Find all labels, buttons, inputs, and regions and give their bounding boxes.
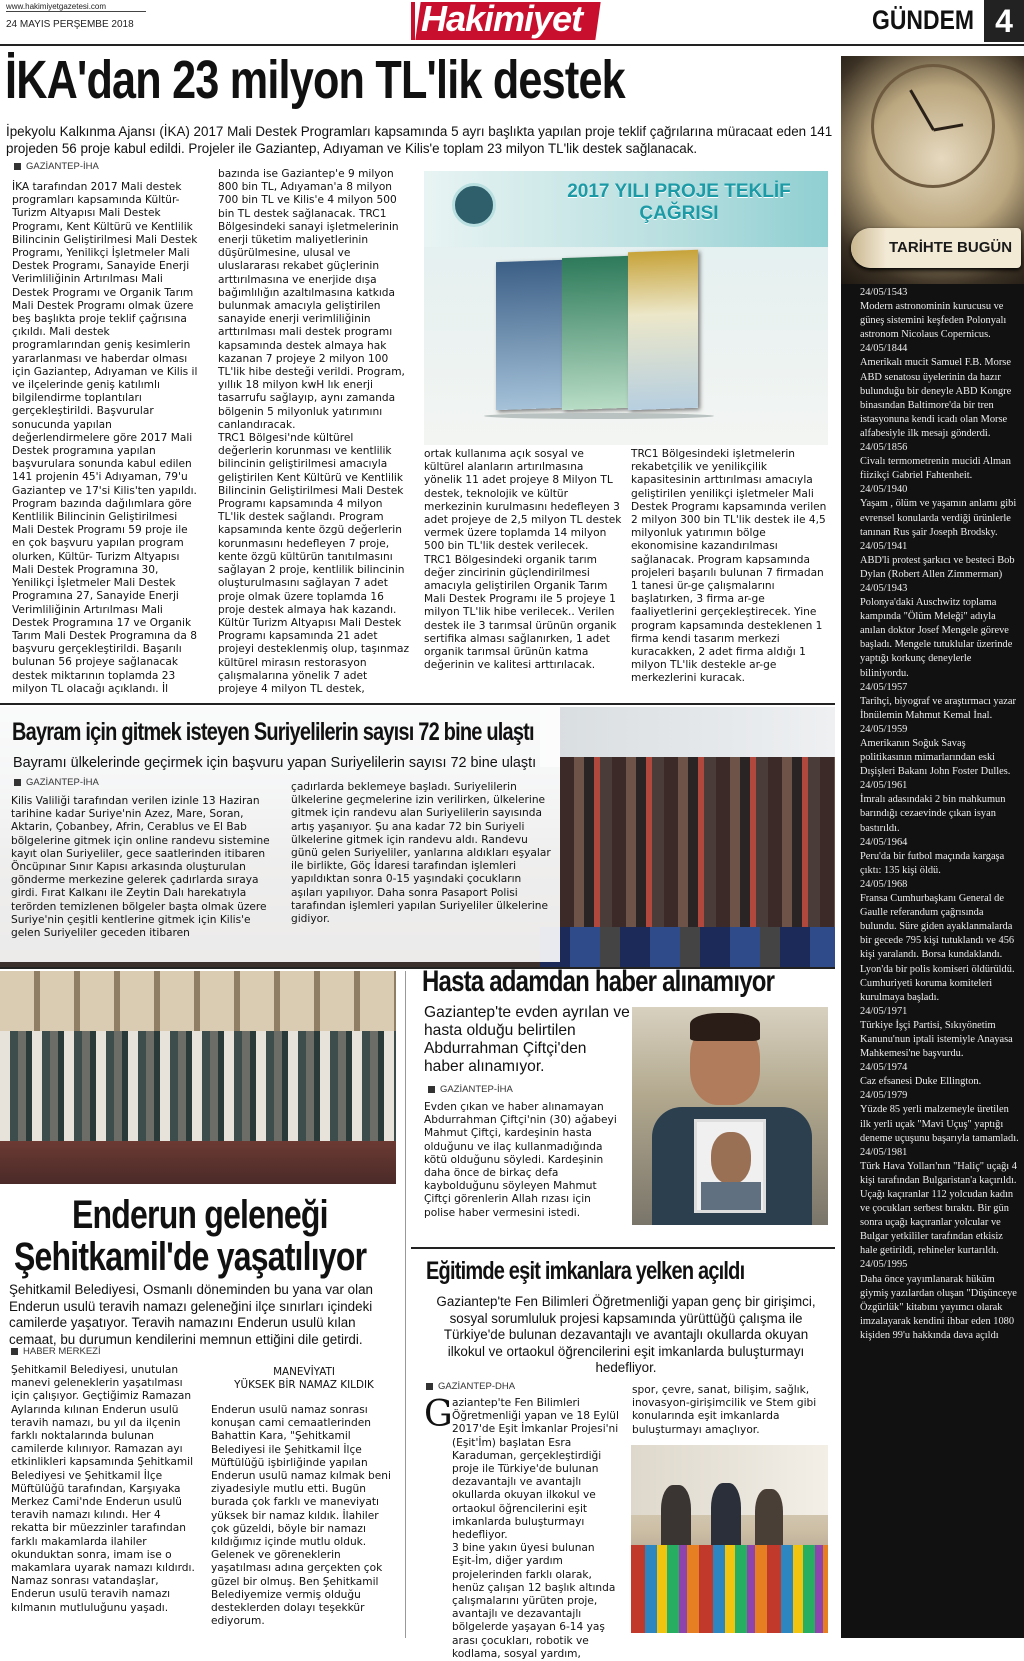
article5-lead: Gaziantep'te Fen Bilimleri Öğretmenliği yapan genç bir girişimci, sosyal sorumluluk projesi kapsamında yürüttüğü çalışma ile Türkiye'de bulunan dezavantajlı ve avantajlı okullarda okuyan ilkokul ve ortaokul öğrencilerini eşit imkanlarda buluşturmayı hedefliyor. bbox=[436, 1294, 816, 1376]
history-entry-text: Amerikanın Soğuk Savaş politikasının mimarlarından eski Dışişleri Bakanı John Foster Dulles. bbox=[860, 738, 1011, 778]
article1-lead: İpekyolu Kalkınma Ajansı (İKA) 2017 Mali Destek Programları kapsamında 5 ayrı başlıkta yapılan proje teklif çağrılarına müracaat eden 141 projeden 56 proje kabul edildi. Projeler ile Gaziantep, Adıyaman ve Kilis'e toplam 23 milyon TL'lik destek sağlanacak. bbox=[6, 124, 833, 156]
article1-bottom-rule bbox=[0, 703, 835, 705]
article2-source-label: GAZİANTEP-İHA bbox=[26, 777, 99, 788]
history-entry-date: 24/05/1959 bbox=[860, 723, 908, 735]
history-entry-text: Türk Hava Yolları'nın "Haliç" uçağı 4 kişi tarafından Bulgaristan'a kaçırıldı. Uçağı kaçıranlar 112 yolcudan kadın ve çocukları serbest bıraktı. Bir gün sonra uçağı kaçıranlar yolcular ve Bulgar yetkililer tarafından etkisiz hale getirildi, rehineler kurtarıldı. bbox=[860, 1160, 1017, 1257]
article5-col1 bbox=[424, 1394, 619, 1660]
article3-col1 bbox=[11, 1364, 201, 1634]
article2-col1-text: Kilis Valiliği tarafından verilen izinle 13 Haziran tarihine kadar Suriye'nin Azez, Mare, Soran, Aktarin, Çobanbey, Afrin, Cerablus ve El Bab bölgelerine gitmek için online randevu sistemine kayıt olan Suriyeliler, gece saatlerinden itibaren Öncüpınar Sınır Kapısı arkasında oluşturulan gönderme merkezine gelerek çadırlarda sıraya girdi. Fırat Kalkanı ile Zeytin Dalı harekatıyla terörden temizlenen bölgeler başta olmak üzere Suriye'nin çeşitli kentlerine gitmek için Kilis'e gelen Suriyeliler geceden itibaren bbox=[11, 795, 270, 940]
history-entry-date: 24/05/1940 bbox=[860, 484, 908, 496]
booklet-blue bbox=[496, 260, 562, 410]
article3-source bbox=[11, 1346, 101, 1357]
article3-subhead-line1: MANEVİYATI bbox=[273, 1366, 335, 1378]
article5-col2-text: spor, çevre, sanat, bilişim, sağlık, inovasyon-girişimcilik ve Stem gibi konularında eşit imkanlarda buluşturmayı amaçlıyor. bbox=[632, 1384, 817, 1436]
masthead-underline bbox=[6, 11, 146, 12]
article4-headline: Hasta adamdan haber alınamıyor bbox=[422, 965, 775, 998]
newspaper-logo bbox=[411, 0, 599, 42]
history-entry-date: 24/05/1961 bbox=[860, 780, 908, 792]
history-entry-date: 24/05/1974 bbox=[860, 1062, 908, 1074]
article1-col3-text: ortak kullanıma açık sosyal ve kültürel alanların artırılmasına yönelik 11 adet projeye 8 Milyon TL destek, teknolojik ve kültür merkezinin kurulmasını hedefleyen 3 adet projeye de 2,5 milyon TL destek vermek üzere toplamda 14 milyon 500 bin TL'lik destek verilecek. TRC1 Bölgesindeki organik tarım değer zincirinin güçlendirilmesi amacıyla geliştirilen Organik Tarım Mali Destek Programı ile 5 projeye 1 milyon TL'lik hibe verilecek.. Verilen destek ile 3 tarımsal ürünün organik sertifika alması sağlanırken, 1 adet organik tarımsal ürünün katma değerinin ve kalitesi arttırılacak. bbox=[424, 448, 622, 672]
article4-body bbox=[424, 1101, 624, 1231]
article2-col1 bbox=[11, 795, 281, 955]
history-entry-text: ABD'li protest şarkıcı ve besteci Bob Dylan (Robert Allen Zimmerman) bbox=[860, 554, 1015, 580]
article2-source bbox=[14, 777, 99, 788]
article5-source bbox=[426, 1381, 515, 1392]
history-entry-text: Amerikalı mucit Samuel F.B. Morse ABD senatosu üyelerinin da hazır bulunduğu bir deneyle ABD Kongre binasından Baltimore'da bir tren istasyonuna kendi icadı olan Morse alfabesiyle ilk mesajı gönderdi. bbox=[860, 357, 1012, 439]
history-entry-date: 24/05/1979 bbox=[860, 1090, 908, 1102]
history-entry-text: İmralı adasındaki 2 bin mahkumun barındığı cezaevinde çıkan isyan bastırıldı. bbox=[860, 794, 1006, 834]
logo-text: Hakimiyet bbox=[421, 0, 583, 39]
article1-col2-text: bazında ise Gaziantep'e 9 milyon 800 bin TL, Adıyaman'a 8 milyon 700 bin TL ve Kilis'e 4 milyon 500 bin TL destek sağlanacak. TRC1 Bölgesindeki sanayi işletmelerinin enerji tüketim maliyetlerinin düşürülmesine, ulusal ve uluslararası rekabet güçlerinin arttırılmasına ve enerjide dışa bağımlılığın azaltılmasına katkıda bulunmak amacıyla geliştirilen sanayide enerji verimliliğinin arttırılması mali destek programı kapsamında destek almaya hak kazanan 7 projeye 2 milyon 100 TL'lik hibe desteği verildi. Program, yıllık 18 milyon kwH lık enerji tasarrufu sağlayıp, aynı zamanda bölgenin 5 milyonluk yatırımını canlandıracak. TRC1 Bölgesi'nde kültürel değerlerin korunması ve kentlilik bilincinin geliştirilmesi amacıyla geliştirilen Kent Kültürü ve Kentlilik Bilincinin Geliştirilmesi Mali Destek Programı kapsamında 4 milyon TL'lik destek sağlandı. Program kapsamında kente özgü değerlerin korunmasını hedefleyen 7 proje, kente özgü kültürün tanıtılmasını sağlayan 2 proje, kentlilik bilincinin oluşturulmasını sağlayan 7 adet proje olmak üzere toplamda 16 proje destek almaya hak kazandı. Kültür Turizm Altyapısı Mali Destek Programı kapsamında 21 adet projeyi desteklenmiş olup, taşınmaz kültürel mirasın restorasyon çalışmalarına yönelik 7 adet projeye 4 milyon TL destek, bbox=[218, 168, 410, 695]
history-entry-text: Fransa Cumhurbaşkanı General de Gaulle referandum çağrısında bulundu. Süre giden ayaklanmalarda bir gecede 795 kişi tutuklandı ve 456 kişi yaralandı. Borsa kundaklandı. Lyon'da bir polis komiseri öldürüldü. Cumhuriyeti koruma komiteleri kurulmaya başladı. bbox=[860, 893, 1015, 1003]
masthead-rule bbox=[0, 44, 1024, 46]
history-entry-date: 24/05/1995 bbox=[860, 1259, 908, 1271]
article2-col2-text: çadırlarda beklemeye başladı. Suriyelilerin ülkelerine geçmelerine izin verilirken, ülkelerine gitmek için randevu alan Suriyelilerin sayısında artış yaşanıyor. Şu ana kadar 72 bin Suriyeli ülkelerine gitmek için randevu aldı. Randevu günü gelen Suriyeliler, yanlarına aldıkları eşyalar ile birlikte, Göç İdaresi tarafından işlemleri yapıldıktan sonra 0-15 yaşındaki çocukların aşıları yapılıyor. Daha sonra Pasaport Polisi tarafından işlemleri yapılan Suriyeliler ülkelerine gidiyor. bbox=[291, 781, 551, 926]
poster-title: 2017 YILI PROJE TEKLİF ÇAĞRISI bbox=[567, 181, 791, 224]
history-entry-text: Tarihçi, biyograf ve araştırmacı yazar İbnülemin Mahmut Kemal İnal. bbox=[860, 695, 1016, 721]
article3-col1-text: Şehitkamil Belediyesi, unutulan manevi geleneklerin yaşatılması için çalışıyor. Geçtiğimiz Ramazan Aylarında kılınan Enderun usulü teravih namazı, bu yıl da ilçenin farklı noktalarında bulunan camilerde kılınıyor. Ramazan ayı etkinlikleri kapsamında Şehitkamil Belediyesi ve Şehitkamil İlçe Müftülüğü tarafından, Karşıyaka Merkez Cami'nde Enderun usulü teravih namazı kılındı. Her 4 rekatta bir müezzinler tarafından farklı makamlarda ilahiler okunduktan sonra, imam ise o makamlara uyarak namazı kıldırdı. Namaz sonrası vatandaşlar, Enderun usulü teravih namazı kılmanın mutluluğunu yaşadı. bbox=[11, 1364, 195, 1614]
history-entry-date: 24/05/1543 bbox=[860, 287, 908, 298]
history-entry-text: Polonya'daki Auschwitz toplama kampında "Ölüm Meleği" adıyla anılan doktor Josef Mengele göreve başladı. Mengele tutuklular üzerinde yaptığı korkunç deneylerle biliniyordu. bbox=[860, 597, 1013, 679]
students-books-photo bbox=[631, 1445, 828, 1633]
article4-bottom-rule bbox=[411, 1247, 835, 1249]
article1-col1-text: İKA tarafından 2017 Mali destek programları kapsamında Kültür-Turizm Altyapısı Mali Destek Programı, Kent Kültürü ve Kentlilik Bilincinin Geliştirilmesi Mali Destek Programı, Yenilikçi İşletmeler Mali Destek Programı, Sanayide Enerji Verimliliğinin Artırılması Mali Destek Programı ve Organik Tarım Mali Destek Programı olmak üzere beş başlıkta proje teklif çağrısına çıkıldı. Mali destek programlarından geniş kesimlerin yararlanması ve haberdar olması için Gaziantep, Adıyaman ve Kilis il ve ilçelerinde geniş katılımlı bilgilendirme toplantıları gerçekleştirildi. Başvurular sonucunda yapılan değerlendirmelere göre 2017 Mali Destek programına yapılan başvurulara sonunda kabul edilen 141 projenin 45'i Adıyaman, 79'u Gaziantep ve 17'si Kilis'ten yapıldı. Program bazında dağılımlara göre Kentlilik Bilincinin Geliştirilmesi Mali Destek Programı 59 proje ile en çok başvuru yapılan program olurken, Kültür- Turizm Altyapısı Mali Destek Programına 30, Yenilikçi İşletmeler Mali Destek Programına 27, Sanayide Enerji Verimliliğinin Artırılması Mali Destek Programına 17 ve Organik Tarım Mali Destek Programına da 8 başvuru gerçekleştirildi. Başarılı bulunan 56 projeye sağlanacak destek miktarının toplamda 23 milyon TL olacağı açıklandı. İl bbox=[12, 181, 198, 695]
article5-headline: Eğitimde eşit imkanlara yelken açıldı bbox=[426, 1257, 745, 1285]
mosque-prayer-photo bbox=[0, 971, 396, 1184]
article1-col4 bbox=[631, 448, 831, 698]
history-entry-date: 24/05/1981 bbox=[860, 1146, 908, 1158]
ika-logo-icon bbox=[452, 183, 496, 227]
article4-lead: Gaziantep'te evden ayrılan ve hasta olduğu belirtilen Abdurrahman Çiftçi'den haber alınamıyor. bbox=[424, 1004, 630, 1075]
article3-lead: Şehitkamil Belediyesi, Osmanlı döneminden bu yana var olan Enderun usulü teravih namazı geleneğini ilçe sınırları içindeki camilerde yaşatıyor. Teravih namazını Enderun usulü kılan cemaat, bu durumun kendilerini memnun ettiğini dile getirdi. bbox=[9, 1282, 373, 1347]
website-url: www.hakimiyetgazetesi.com bbox=[6, 2, 107, 11]
history-entry-date: 24/05/1964 bbox=[860, 836, 908, 848]
history-entry-date: 24/05/1971 bbox=[860, 1005, 908, 1017]
section-name: GÜNDEM bbox=[872, 5, 974, 35]
article1-source-label: GAZİANTEP-İHA bbox=[26, 161, 99, 172]
article1-col2 bbox=[218, 168, 410, 696]
article1-col1 bbox=[12, 181, 200, 696]
history-entry-text: Türkiye İşçi Partisi, Sıkıyönetim Kanunu'nun iptali istemiyle Anayasa Mahkemesi'ne başvurdu. bbox=[860, 1019, 1013, 1060]
history-today-sidebar bbox=[841, 56, 1024, 1638]
history-entry-text: Yaşam , ölüm ve yaşamın anlamı gibi evrensel konularda verdiği ürünlerle tanınan Rus şair Joseph Brodsky. bbox=[860, 498, 1017, 538]
history-entry-date: 24/05/1943 bbox=[860, 582, 908, 594]
column-divider bbox=[405, 971, 406, 1638]
page-number: 4 bbox=[984, 0, 1024, 42]
history-entry-text: Civalı termometrenin mucidi Alman fiizikçi Gabriel Fahtenheit. bbox=[860, 456, 1011, 482]
article4-body-text: Evden çıkan ve haber alınamayan Abdurrahman Çiftçi'nin (30) ağabeyi Mahmut Çiftçi, kardeşinin hasta olduğunu ve ilaç kullanmadığında kötü olduğunu söyledi. Kardeşinin daha önce de birkaç defa kaybolduğunu söyleyen Mahmut Çiftçi görenlerin Allah rızası için polise haber vermesini istedi. bbox=[424, 1101, 617, 1219]
article3-col2-text: Enderun usulü namaz sonrası konuşan cami cemaatlerinden Bahattin Kara, "Şehitkamil Belediyesi ile Şehitkamil İlçe Müftülüğü işbirliğinde yapılan Enderun usulü namaz kılmak beni ziyadesiyle mutlu etti. Bugün burada çok farklı ve maneviyatı yüksek bir namaz kıldık. İlahiler çok güzeldi, böyle bir namazı kıldığımız içinde mutlu olduk. Gelenek ve göreneklerin yaşatılması adına gerçekten çok güzel bir olmuş. Ben Şehitkamil Belediyemize vermiş olduğu desteklerden dolayı teşekkür ediyorum. bbox=[211, 1404, 391, 1628]
booklet-gold bbox=[628, 250, 698, 410]
article2-headline: Bayram için gitmek isteyen Suriyelilerin sayısı 72 bine ulaştı bbox=[12, 718, 534, 746]
article1-headline: İKA'dan 23 milyon TL'lik destek bbox=[5, 50, 625, 110]
sidebar-title: TARİHTE BUGÜN bbox=[889, 239, 1013, 256]
article4-source bbox=[428, 1084, 513, 1095]
article1-col3 bbox=[424, 448, 622, 698]
history-entry-date: 24/05/1856 bbox=[860, 442, 908, 454]
history-entry-date: 24/05/1957 bbox=[860, 681, 908, 693]
article2-col2 bbox=[291, 781, 556, 956]
history-entry-text: Yüzde 85 yerli malzemeyle üretilen ilk yerli uçak "Mavi Uçuş" yaptığı deneme uçuşunu başarıyla tamamladı. bbox=[860, 1104, 1019, 1144]
article5-dropcap: G bbox=[424, 1394, 453, 1435]
project-call-poster-image bbox=[424, 171, 828, 445]
article3-col2 bbox=[211, 1404, 397, 1634]
held-photo bbox=[694, 1119, 766, 1213]
article3-headline-line2: Şehitkamil'de yaşatılıyor bbox=[14, 1235, 367, 1279]
article3-subhead-line2: YÜKSEK BİR NAMAZ KILDIK bbox=[234, 1379, 374, 1391]
history-entry-text: Caz efsanesi Duke Ellington. bbox=[860, 1076, 982, 1088]
article1-col4-text: TRC1 Bölgesindeki işletmelerin rekabetçilik ve yenilikçilik kapasitesinin arttırılması amacıyla geliştirilen yenilikçi işletmeler Mali Destek Programı kapsamında verilen 2 milyon 300 bin TL'lik destek ile 4,5 milyonluk yatırımın bölge ekonomisine kazandırılması sağlanacak. Program kapsamında projeleri başarılı bulunan 7 firmadan 1 tanesi ür-ge çalışmalarını başlatırken, 3 firma ar-ge faaliyetlerini gerçekleştirecek. Yine program kapsamında desteklenen 1 firma kendi tasarım merkezi kuracakken, 2 adet firma aldığı 1 milyon TL'lik destekle ar-ge merkezlerini kuracak. bbox=[631, 448, 827, 685]
sidebar-title-tag bbox=[851, 228, 1021, 268]
missing-man-photo bbox=[632, 1007, 828, 1225]
booklet-green bbox=[562, 256, 628, 410]
article4-source-label: GAZİANTEP-İHA bbox=[440, 1084, 513, 1095]
article5-source-label: GAZİANTEP-DHA bbox=[438, 1381, 516, 1392]
history-entry-text: Modern astronominin kurucusu ve güneş sistemini keşfeden Polonyalı astronom Nicolaus Copernicus. bbox=[860, 301, 1007, 341]
history-entry-date: 24/05/1968 bbox=[860, 878, 908, 890]
article5-col1-text: aziantep'te Fen Bilimleri Öğretmenliği yapan ve 18 Eylül 2017'de Eşit İmkanlar Projesi'ni (Eşit'İm) başlatan Esra Karaduman, gerçekleştirdiği proje ile Türkiye'de bulunan dezavantajlı ve avantajlı okullarda okuyan ilkokul ve ortaokul öğrencilerini eşit imkanlarda buluşturmayı hedefliyor. 3 bine yakın üyesi bulunan Eşit-İm, diğer yardım projelerinden farklı olarak, henüz çalışan 12 başlık altında çalışmalarını yürüten proje, avantajlı ve dezavantajlı bölgelerde yaşayan 6-14 yaş arası çocukları, robotik ve kodlama, sosyal yardım, bbox=[452, 1397, 619, 1660]
article5-col2 bbox=[632, 1384, 828, 1436]
history-entry-text: Daha önce yayımlanarak hüküm giymiş yazılardan oluşan "Düşünceye Özgürlük" kitabını yayımcı olarak imzalayarak kendini ihbar eden 1080 kişiden 99'u hakkında dava açıldı bbox=[860, 1273, 1017, 1341]
article3-subhead bbox=[212, 1366, 396, 1392]
article3-source-label: HABER MERKEZİ bbox=[23, 1346, 101, 1357]
history-entry-date: 24/05/1941 bbox=[860, 540, 908, 552]
article1-source bbox=[14, 161, 99, 172]
article2-lead: Bayramı ülkelerinde geçirmek için başvuru yapan Suriyelilerin sayısı 72 bine ulaştı bbox=[13, 755, 537, 771]
history-entries-list bbox=[860, 286, 1020, 1636]
article3-headline-line1: Enderun geleneği bbox=[72, 1193, 328, 1237]
history-entry-date: 24/05/1844 bbox=[860, 343, 908, 355]
issue-date: 24 MAYIS PERŞEMBE 2018 bbox=[6, 19, 134, 30]
history-entry-text: Peru'da bir futbol maçında kargaşa çıktı: 135 kişi öldü. bbox=[860, 850, 1005, 876]
